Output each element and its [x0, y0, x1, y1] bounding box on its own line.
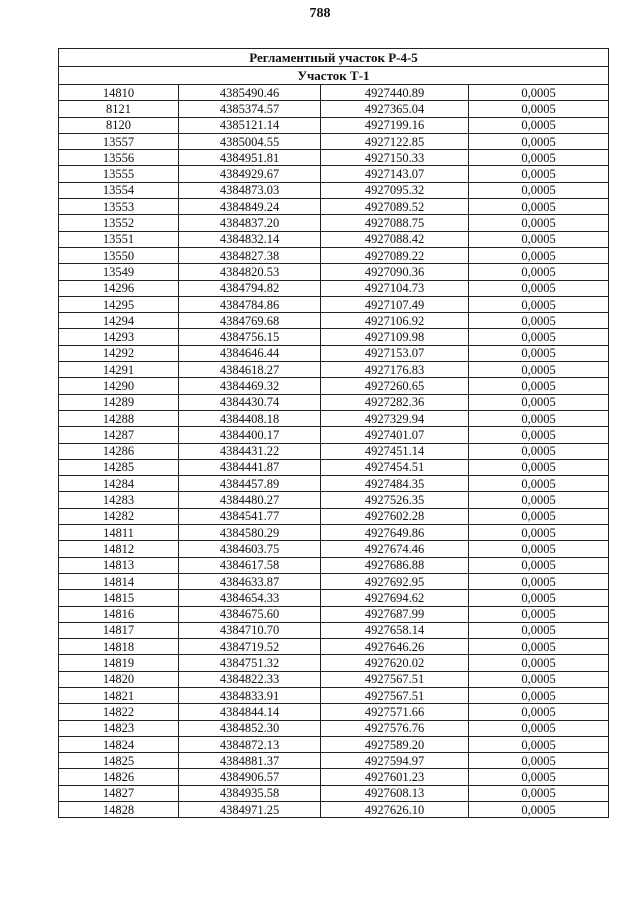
x-coordinate-cell: 4384769.68: [179, 313, 321, 329]
value-cell: 0,0005: [469, 557, 609, 573]
value-cell: 0,0005: [469, 492, 609, 508]
y-coordinate-cell: 4927454.51: [321, 459, 469, 475]
table-row: [59, 231, 609, 247]
y-coordinate-cell: 4927260.65: [321, 378, 469, 394]
table-row: [59, 443, 609, 459]
value-cell: 0,0005: [469, 427, 609, 443]
value-cell: 0,0005: [469, 769, 609, 785]
y-coordinate-cell: 4927576.76: [321, 720, 469, 736]
table-row: [59, 101, 609, 117]
y-coordinate-cell: 4927109.98: [321, 329, 469, 345]
point-number-cell: 14817: [59, 622, 179, 638]
table-row: [59, 296, 609, 312]
table-row: [59, 720, 609, 736]
x-coordinate-cell: 4384408.18: [179, 410, 321, 426]
value-cell: 0,0005: [469, 525, 609, 541]
value-cell: 0,0005: [469, 541, 609, 557]
y-coordinate-cell: 4927601.23: [321, 769, 469, 785]
point-number-cell: 14285: [59, 459, 179, 475]
table-row: [59, 199, 609, 215]
value-cell: 0,0005: [469, 687, 609, 703]
page-number: 788: [309, 6, 331, 21]
x-coordinate-cell: 4384646.44: [179, 345, 321, 361]
table-row: [59, 378, 609, 394]
point-number-cell: 14810: [59, 85, 179, 101]
y-coordinate-cell: 4927090.36: [321, 264, 469, 280]
point-number-cell: 14822: [59, 704, 179, 720]
point-number-cell: 13556: [59, 150, 179, 166]
table-row: [59, 133, 609, 149]
table-row: [59, 345, 609, 361]
y-coordinate-cell: 4927089.22: [321, 247, 469, 263]
x-coordinate-cell: 4384633.87: [179, 573, 321, 589]
y-coordinate-cell: 4927526.35: [321, 492, 469, 508]
x-coordinate-cell: 4384833.91: [179, 687, 321, 703]
y-coordinate-cell: 4927567.51: [321, 671, 469, 687]
x-coordinate-cell: 4384756.15: [179, 329, 321, 345]
x-coordinate-cell: 4384675.60: [179, 606, 321, 622]
value-cell: 0,0005: [469, 639, 609, 655]
y-coordinate-cell: 4927150.33: [321, 150, 469, 166]
point-number-cell: 13554: [59, 182, 179, 198]
y-coordinate-cell: 4927401.07: [321, 427, 469, 443]
x-coordinate-cell: 4384469.32: [179, 378, 321, 394]
section-title-row: [59, 49, 609, 67]
table-row: [59, 639, 609, 655]
y-coordinate-cell: 4927088.42: [321, 231, 469, 247]
x-coordinate-cell: 4384617.58: [179, 557, 321, 573]
point-number-cell: 14824: [59, 736, 179, 752]
point-number-cell: 14821: [59, 687, 179, 703]
value-cell: 0,0005: [469, 704, 609, 720]
value-cell: 0,0005: [469, 753, 609, 769]
y-coordinate-cell: 4927095.32: [321, 182, 469, 198]
value-cell: 0,0005: [469, 802, 609, 818]
coordinates-table: [58, 48, 609, 818]
x-coordinate-cell: 4384820.53: [179, 264, 321, 280]
x-coordinate-cell: 4384430.74: [179, 394, 321, 410]
x-coordinate-cell: 4384822.33: [179, 671, 321, 687]
point-number-cell: 13553: [59, 199, 179, 215]
y-coordinate-cell: 4927594.97: [321, 753, 469, 769]
y-coordinate-cell: 4927674.46: [321, 541, 469, 557]
point-number-cell: 14827: [59, 785, 179, 801]
point-number-cell: 14823: [59, 720, 179, 736]
point-number-cell: 14287: [59, 427, 179, 443]
y-coordinate-cell: 4927626.10: [321, 802, 469, 818]
value-cell: 0,0005: [469, 182, 609, 198]
x-coordinate-cell: 4384719.52: [179, 639, 321, 655]
point-number-cell: 14826: [59, 769, 179, 785]
point-number-cell: 14286: [59, 443, 179, 459]
point-number-cell: 13557: [59, 133, 179, 149]
point-number-cell: 14818: [59, 639, 179, 655]
table-row: [59, 166, 609, 182]
y-coordinate-cell: 4927694.62: [321, 590, 469, 606]
point-number-cell: 14814: [59, 573, 179, 589]
table-row: [59, 117, 609, 133]
value-cell: 0,0005: [469, 394, 609, 410]
x-coordinate-cell: 4384431.22: [179, 443, 321, 459]
x-coordinate-cell: 4384837.20: [179, 215, 321, 231]
value-cell: 0,0005: [469, 785, 609, 801]
x-coordinate-cell: 4384710.70: [179, 622, 321, 638]
point-number-cell: 14812: [59, 541, 179, 557]
value-cell: 0,0005: [469, 150, 609, 166]
y-coordinate-cell: 4927088.75: [321, 215, 469, 231]
table-row: [59, 785, 609, 801]
point-number-cell: 14290: [59, 378, 179, 394]
table-row: [59, 573, 609, 589]
y-coordinate-cell: 4927567.51: [321, 687, 469, 703]
point-number-cell: 14283: [59, 492, 179, 508]
value-cell: 0,0005: [469, 410, 609, 426]
table-body: [59, 49, 609, 818]
table-row: [59, 557, 609, 573]
point-number-cell: 14294: [59, 313, 179, 329]
value-cell: 0,0005: [469, 573, 609, 589]
y-coordinate-cell: 4927658.14: [321, 622, 469, 638]
table-row: [59, 150, 609, 166]
x-coordinate-cell: 4384751.32: [179, 655, 321, 671]
table-row: [59, 410, 609, 426]
point-number-cell: 14289: [59, 394, 179, 410]
x-coordinate-cell: 4385490.46: [179, 85, 321, 101]
x-coordinate-cell: 4385121.14: [179, 117, 321, 133]
x-coordinate-cell: 4384400.17: [179, 427, 321, 443]
y-coordinate-cell: 4927451.14: [321, 443, 469, 459]
y-coordinate-cell: 4927649.86: [321, 525, 469, 541]
value-cell: 0,0005: [469, 313, 609, 329]
point-number-cell: 8120: [59, 117, 179, 133]
x-coordinate-cell: 4384441.87: [179, 459, 321, 475]
x-coordinate-cell: 4384951.81: [179, 150, 321, 166]
point-number-cell: 14291: [59, 362, 179, 378]
table-row: [59, 736, 609, 752]
table-row: [59, 215, 609, 231]
x-coordinate-cell: 4384971.25: [179, 802, 321, 818]
y-coordinate-cell: 4927089.52: [321, 199, 469, 215]
value-cell: 0,0005: [469, 264, 609, 280]
point-number-cell: 14819: [59, 655, 179, 671]
point-number-cell: 14284: [59, 476, 179, 492]
point-number-cell: 14292: [59, 345, 179, 361]
point-number-cell: 14288: [59, 410, 179, 426]
y-coordinate-cell: 4927199.16: [321, 117, 469, 133]
x-coordinate-cell: 4384852.30: [179, 720, 321, 736]
table-row: [59, 394, 609, 410]
value-cell: 0,0005: [469, 459, 609, 475]
point-number-cell: 14293: [59, 329, 179, 345]
table-row: [59, 769, 609, 785]
point-number-cell: 13551: [59, 231, 179, 247]
subsection-title-row: [59, 67, 609, 85]
y-coordinate-cell: 4927692.95: [321, 573, 469, 589]
point-number-cell: 14825: [59, 753, 179, 769]
y-coordinate-cell: 4927329.94: [321, 410, 469, 426]
y-coordinate-cell: 4927620.02: [321, 655, 469, 671]
y-coordinate-cell: 4927646.26: [321, 639, 469, 655]
x-coordinate-cell: 4384832.14: [179, 231, 321, 247]
table-row: [59, 280, 609, 296]
y-coordinate-cell: 4927571.66: [321, 704, 469, 720]
value-cell: 0,0005: [469, 215, 609, 231]
y-coordinate-cell: 4927608.13: [321, 785, 469, 801]
y-coordinate-cell: 4927107.49: [321, 296, 469, 312]
value-cell: 0,0005: [469, 345, 609, 361]
value-cell: 0,0005: [469, 231, 609, 247]
table-row: [59, 655, 609, 671]
y-coordinate-cell: 4927589.20: [321, 736, 469, 752]
x-coordinate-cell: 4384457.89: [179, 476, 321, 492]
point-number-cell: 13552: [59, 215, 179, 231]
value-cell: 0,0005: [469, 329, 609, 345]
point-number-cell: 14295: [59, 296, 179, 312]
table-row: [59, 329, 609, 345]
section-title: Регламентный участок Р-4-5: [59, 49, 609, 67]
point-number-cell: 14813: [59, 557, 179, 573]
value-cell: 0,0005: [469, 590, 609, 606]
table-row: [59, 525, 609, 541]
value-cell: 0,0005: [469, 101, 609, 117]
x-coordinate-cell: 4384480.27: [179, 492, 321, 508]
table-row: [59, 264, 609, 280]
point-number-cell: 13555: [59, 166, 179, 182]
table-row: [59, 427, 609, 443]
y-coordinate-cell: 4927106.92: [321, 313, 469, 329]
value-cell: 0,0005: [469, 671, 609, 687]
x-coordinate-cell: 4384541.77: [179, 508, 321, 524]
point-number-cell: 14296: [59, 280, 179, 296]
x-coordinate-cell: 4384654.33: [179, 590, 321, 606]
value-cell: 0,0005: [469, 508, 609, 524]
y-coordinate-cell: 4927104.73: [321, 280, 469, 296]
y-coordinate-cell: 4927687.99: [321, 606, 469, 622]
value-cell: 0,0005: [469, 199, 609, 215]
value-cell: 0,0005: [469, 378, 609, 394]
table-row: [59, 508, 609, 524]
x-coordinate-cell: 4384849.24: [179, 199, 321, 215]
table-row: [59, 753, 609, 769]
x-coordinate-cell: 4384935.58: [179, 785, 321, 801]
table-row: [59, 362, 609, 378]
table-row: [59, 687, 609, 703]
x-coordinate-cell: 4385374.57: [179, 101, 321, 117]
value-cell: 0,0005: [469, 247, 609, 263]
value-cell: 0,0005: [469, 606, 609, 622]
table-row: [59, 247, 609, 263]
x-coordinate-cell: 4384844.14: [179, 704, 321, 720]
y-coordinate-cell: 4927153.07: [321, 345, 469, 361]
table-row: [59, 459, 609, 475]
table-row: [59, 182, 609, 198]
x-coordinate-cell: 4385004.55: [179, 133, 321, 149]
point-number-cell: 8121: [59, 101, 179, 117]
x-coordinate-cell: 4384827.38: [179, 247, 321, 263]
x-coordinate-cell: 4384873.03: [179, 182, 321, 198]
x-coordinate-cell: 4384929.67: [179, 166, 321, 182]
point-number-cell: 14820: [59, 671, 179, 687]
y-coordinate-cell: 4927686.88: [321, 557, 469, 573]
table-row: [59, 622, 609, 638]
value-cell: 0,0005: [469, 476, 609, 492]
value-cell: 0,0005: [469, 280, 609, 296]
point-number-cell: 14815: [59, 590, 179, 606]
y-coordinate-cell: 4927122.85: [321, 133, 469, 149]
point-number-cell: 14828: [59, 802, 179, 818]
table-row: [59, 492, 609, 508]
point-number-cell: 13550: [59, 247, 179, 263]
value-cell: 0,0005: [469, 736, 609, 752]
value-cell: 0,0005: [469, 166, 609, 182]
x-coordinate-cell: 4384794.82: [179, 280, 321, 296]
table-row: [59, 541, 609, 557]
value-cell: 0,0005: [469, 622, 609, 638]
y-coordinate-cell: 4927143.07: [321, 166, 469, 182]
value-cell: 0,0005: [469, 296, 609, 312]
x-coordinate-cell: 4384784.86: [179, 296, 321, 312]
x-coordinate-cell: 4384580.29: [179, 525, 321, 541]
point-number-cell: 13549: [59, 264, 179, 280]
x-coordinate-cell: 4384603.75: [179, 541, 321, 557]
y-coordinate-cell: 4927440.89: [321, 85, 469, 101]
table-row: [59, 704, 609, 720]
value-cell: 0,0005: [469, 720, 609, 736]
table-row: [59, 802, 609, 818]
x-coordinate-cell: 4384906.57: [179, 769, 321, 785]
value-cell: 0,0005: [469, 362, 609, 378]
point-number-cell: 14816: [59, 606, 179, 622]
x-coordinate-cell: 4384881.37: [179, 753, 321, 769]
value-cell: 0,0005: [469, 443, 609, 459]
x-coordinate-cell: 4384618.27: [179, 362, 321, 378]
value-cell: 0,0005: [469, 117, 609, 133]
point-number-cell: 14811: [59, 525, 179, 541]
table-row: [59, 85, 609, 101]
value-cell: 0,0005: [469, 85, 609, 101]
point-number-cell: 14282: [59, 508, 179, 524]
y-coordinate-cell: 4927484.35: [321, 476, 469, 492]
table-row: [59, 313, 609, 329]
value-cell: 0,0005: [469, 133, 609, 149]
y-coordinate-cell: 4927365.04: [321, 101, 469, 117]
y-coordinate-cell: 4927176.83: [321, 362, 469, 378]
table-row: [59, 671, 609, 687]
value-cell: 0,0005: [469, 655, 609, 671]
table-row: [59, 590, 609, 606]
table-row: [59, 606, 609, 622]
y-coordinate-cell: 4927602.28: [321, 508, 469, 524]
subsection-title: Участок Т-1: [59, 67, 609, 85]
y-coordinate-cell: 4927282.36: [321, 394, 469, 410]
x-coordinate-cell: 4384872.13: [179, 736, 321, 752]
table-row: [59, 476, 609, 492]
